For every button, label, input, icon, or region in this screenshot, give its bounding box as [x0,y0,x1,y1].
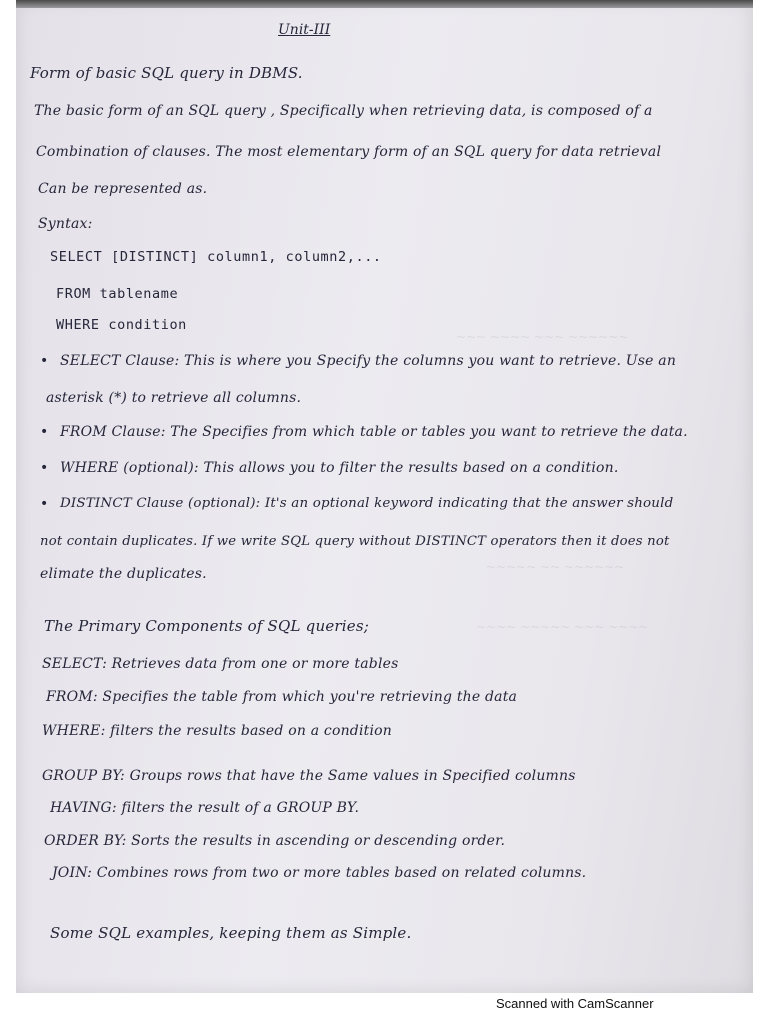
syntax-select-line: SELECT [DISTINCT] column1, column2,... [50,249,382,265]
distinct-clause-line-1: DISTINCT Clause (optional): It's an optional keyword indicating that the answer should [60,496,674,511]
bullet-dot: • [40,460,49,476]
intro-line-2: Combination of clauses. The most elementary form of an SQL query for data retrieval [36,144,662,160]
syntax-from-line: FROM tablename [56,286,179,302]
component-select: SELECT: Retrieves data from one or more tables [42,656,399,672]
bullet-dot: • [40,424,49,440]
component-having: HAVING: filters the result of a GROUP BY. [50,800,360,816]
bleed-through-text: ~~~~~ ~~ ~~~~~~ [486,560,625,574]
bullet-dot: • [40,496,49,512]
bullet-dot: • [40,353,49,369]
component-join: JOIN: Combines rows from two or more tables based on related columns. [52,865,587,881]
page-title: Unit-III [278,22,331,38]
where-clause-line: WHERE (optional): This allows you to filter the results based on a condition. [60,460,619,476]
intro-line-1: The basic form of an SQL query , Specifically when retrieving data, is composed of a [34,103,653,119]
notebook-paper [16,0,753,993]
component-group-by: GROUP BY: Groups rows that have the Same values in Specified columns [42,768,576,784]
component-from: FROM: Specifies the table from which you're retrieving the data [46,689,518,705]
syntax-label: Syntax: [38,216,93,232]
syntax-where-line: WHERE condition [56,317,187,333]
component-where: WHERE: filters the results based on a condition [42,723,392,739]
distinct-clause-line-3: elimate the duplicates. [40,566,207,582]
distinct-clause-line-2: not contain duplicates. If we write SQL query without DISTINCT operators then it does not [40,534,670,549]
component-order-by: ORDER BY: Sorts the results in ascending or descending order. [44,833,506,849]
scanner-watermark: Scanned with CamScanner [496,996,654,1011]
bleed-through-text: ~~~ ~~~~ ~~~ ~~~~~~ [456,330,629,344]
from-clause-line: FROM Clause: The Specifies from which table or tables you want to retrieve the data. [60,424,688,440]
section-heading: Form of basic SQL query in DBMS. [30,64,303,82]
components-heading: The Primary Components of SQL queries; [44,617,369,635]
select-clause-line-1: SELECT Clause: This is where you Specify the columns you want to retrieve. Use an [60,353,677,369]
closing-line: Some SQL examples, keeping them as Simple. [50,924,412,942]
bleed-through-text: ~~~~ ~~~~~ ~~~ ~~~~ [476,620,649,634]
select-clause-line-2: asterisk (*) to retrieve all columns. [46,390,302,406]
intro-line-3: Can be represented as. [38,181,208,197]
